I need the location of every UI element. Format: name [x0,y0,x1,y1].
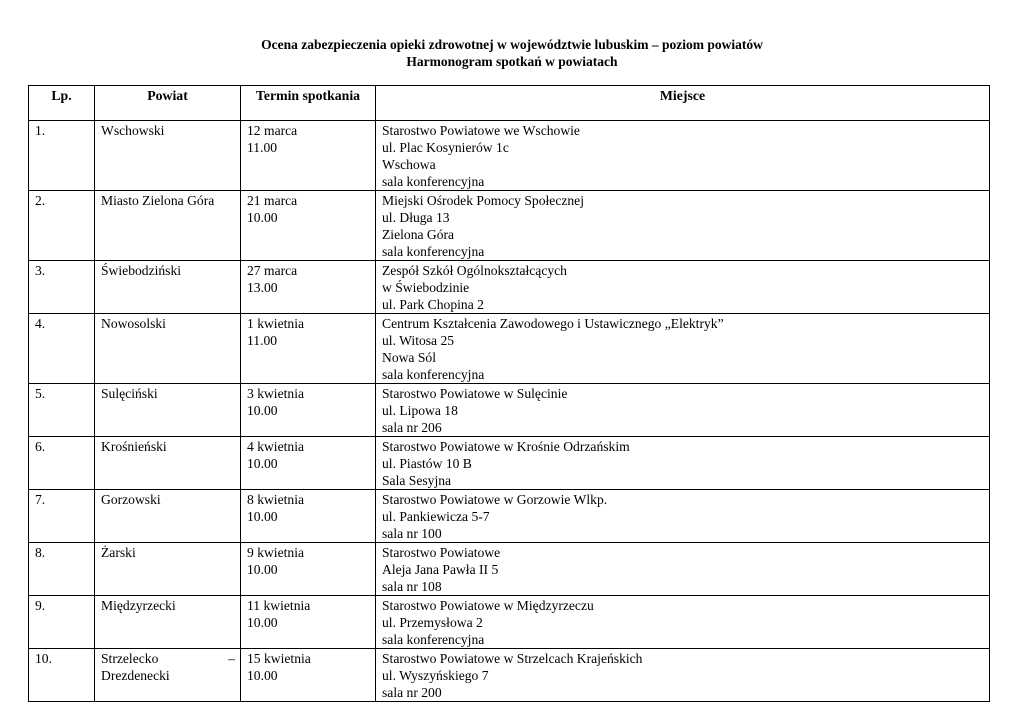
place-line: Starostwo Powiatowe w Gorzowie Wlkp. [382,492,608,507]
place-line: ul. Witosa 25 [382,333,455,348]
table-row [29,121,990,191]
place-line: ul. Plac Kosynierów 1c [382,140,509,155]
column-header-lp: Lp. [29,86,95,121]
cell-miejsce [376,121,990,191]
cell-lp: 6. [29,437,95,490]
cell-lp: 8. [29,543,95,596]
cell-powiat [95,649,241,702]
cell-termin [241,437,376,490]
place-line: Zespół Szkół Ogólnokształcących [382,263,567,278]
place-line: sala nr 108 [382,579,442,594]
cell-lp: 4. [29,314,95,384]
place-line: Aleja Jana Pawła II 5 [382,562,499,577]
meeting-date: 27 marca [247,263,298,278]
table-row [29,649,990,702]
place-line: sala nr 100 [382,526,442,541]
meeting-date: 4 kwietnia [247,439,305,454]
cell-miejsce [376,261,990,314]
meeting-date: 9 kwietnia [247,545,305,560]
place-line: sala konferencyjna [382,244,485,259]
cell-powiat [95,437,241,490]
meeting-date: 8 kwietnia [247,492,305,507]
meeting-date: 15 kwietnia [247,651,311,666]
table-row [29,314,990,384]
cell-powiat [95,314,241,384]
cell-powiat [95,596,241,649]
cell-termin [241,490,376,543]
meeting-time: 13.00 [247,280,278,295]
place-line: ul. Pankiewicza 5-7 [382,509,490,524]
place-line: Starostwo Powiatowe w Międzyrzeczu [382,598,594,613]
cell-termin [241,261,376,314]
powiat-name: Strzelecko [101,651,159,666]
table-row [29,191,990,261]
place-line: Starostwo Powiatowe w Krośnie Odrzańskim [382,439,630,454]
table-row [29,437,990,490]
place-line: ul. Lipowa 18 [382,403,458,418]
cell-lp: 3. [29,261,95,314]
meeting-time: 11.00 [247,333,278,348]
schedule-table [28,85,990,702]
place-line: Sala Sesyjna [382,473,452,488]
place-line: ul. Długa 13 [382,210,450,225]
cell-miejsce [376,314,990,384]
place-line: Starostwo Powiatowe we Wschowie [382,123,580,138]
cell-lp: 10. [29,649,95,702]
cell-termin [241,543,376,596]
cell-miejsce [376,596,990,649]
meeting-time: 10.00 [247,668,278,683]
place-line: Starostwo Powiatowe [382,545,501,560]
table-row [29,596,990,649]
place-line: Zielona Góra [382,227,455,242]
column-header-termin: Termin spotkania [241,86,376,121]
powiat-name: Międzyrzecki [101,598,176,613]
place-line: ul. Piastów 10 B [382,456,472,471]
cell-miejsce [376,490,990,543]
meeting-date: 12 marca [247,123,298,138]
cell-termin [241,649,376,702]
table-body [29,121,990,702]
place-line: ul. Przemysłowa 2 [382,615,483,630]
place-line: ul. Park Chopina 2 [382,297,484,312]
place-line: w Świebodzinie [382,280,470,295]
meeting-time: 10.00 [247,403,278,418]
place-line: Centrum Kształcenia Zawodowego i Ustawicznego „Elektryk” [382,316,724,331]
meeting-time: 10.00 [247,562,278,577]
cell-termin [241,191,376,261]
cell-lp: 5. [29,384,95,437]
powiat-line [101,650,235,667]
powiat-name: Wschowski [101,123,165,138]
place-line: sala nr 200 [382,685,442,700]
cell-miejsce [376,437,990,490]
powiat-name-line2: Drezdenecki [101,668,170,683]
cell-miejsce [376,191,990,261]
table-header-row [29,86,990,121]
powiat-name: Krośnieński [101,439,167,454]
place-line: Miejski Ośrodek Pomocy Społecznej [382,193,584,208]
table-row [29,490,990,543]
powiat-name: Gorzowski [101,492,161,507]
powiat-name: Żarski [101,545,136,560]
column-header-miejsce: Miejsce [376,86,990,121]
table-row [29,261,990,314]
place-line: sala konferencyjna [382,174,485,189]
cell-miejsce [376,649,990,702]
cell-powiat [95,384,241,437]
meeting-date: 21 marca [247,193,298,208]
cell-powiat [95,121,241,191]
cell-lp: 1. [29,121,95,191]
cell-powiat [95,490,241,543]
powiat-name: Miasto Zielona Góra [101,193,215,208]
cell-powiat [95,191,241,261]
cell-termin [241,121,376,191]
cell-miejsce [376,543,990,596]
meeting-time: 10.00 [247,509,278,524]
cell-termin [241,314,376,384]
meeting-date: 1 kwietnia [247,316,305,331]
meeting-time: 10.00 [247,210,278,225]
place-line: sala nr 206 [382,420,442,435]
cell-lp: 2. [29,191,95,261]
place-line: Wschowa [382,157,436,172]
powiat-name: Świebodziński [101,263,182,278]
table-row [29,384,990,437]
cell-powiat [95,543,241,596]
powiat-name: Nowosolski [101,316,166,331]
place-line: Starostwo Powiatowe w Sulęcinie [382,386,568,401]
powiat-name: Sulęciński [101,386,158,401]
meeting-date: 3 kwietnia [247,386,305,401]
meeting-date: 11 kwietnia [247,598,311,613]
cell-termin [241,384,376,437]
document-subtitle: Harmonogram spotkań w powiatach [406,54,618,69]
place-line: sala konferencyjna [382,367,485,382]
place-line: sala konferencyjna [382,632,485,647]
column-header-powiat: Powiat [95,86,241,121]
cell-miejsce [376,384,990,437]
powiat-dash: – [228,651,235,666]
cell-lp: 7. [29,490,95,543]
document-title: Ocena zabezpieczenia opieki zdrowotnej w województwie lubuskim – poziom powiatów [261,37,763,52]
place-line: ul. Wyszyńskiego 7 [382,668,489,683]
meeting-time: 10.00 [247,615,278,630]
meeting-time: 10.00 [247,456,278,471]
cell-powiat [95,261,241,314]
meeting-time: 11.00 [247,140,278,155]
cell-termin [241,596,376,649]
table-row [29,543,990,596]
place-line: Starostwo Powiatowe w Strzelcach Krajeńskich [382,651,643,666]
place-line: Nowa Sól [382,350,436,365]
cell-lp: 9. [29,596,95,649]
